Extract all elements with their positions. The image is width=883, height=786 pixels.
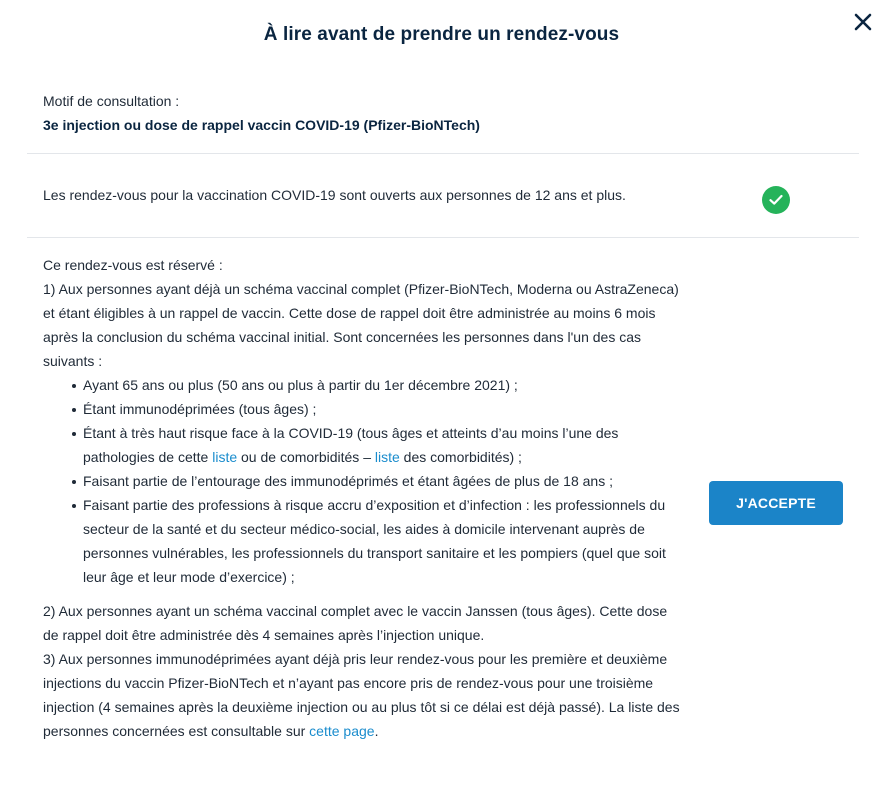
motif-label: Motif de consultation :	[43, 93, 180, 109]
check-circle-icon	[762, 186, 790, 214]
bullet-text: Étant à très haut risque face à la COVID-19 (tous âges et atteints d’au moins l’une des pathologies de cette	[83, 425, 619, 465]
close-icon-glyph	[852, 11, 874, 33]
age-info-section	[27, 154, 859, 238]
age-info-text: Les rendez-vous pour la vaccination COVID-19 sont ouverts aux personnes de 12 ans et plus.	[43, 187, 626, 203]
accept-button[interactable]: J'ACCEPTE	[709, 481, 843, 525]
point-3-text: 3) Aux personnes immunodéprimées ayant déjà pris leur rendez-vous pour les première et deuxième injections du vaccin Pfizer-BioNTech et n’ayant pas encore pris de rendez-vous pour une troisième injection (4 semaines après la deuxième injection ou au plus tôt si ce délai est déjà passé). La liste des personnes concernées est consultable sur	[43, 651, 680, 739]
conditions-intro: Ce rendez-vous est réservé :	[43, 257, 223, 273]
comorbidities-list-link[interactable]: liste	[374, 449, 400, 465]
conditions-section	[27, 238, 859, 778]
eligibility-list	[43, 373, 683, 589]
pathologies-list-link[interactable]: liste	[212, 449, 238, 465]
conditions-point-2: 2) Aux personnes ayant un schéma vaccinal complet avec le vaccin Janssen (tous âges). Cette dose de rappel doit être administrée dès 4 semaines après l’injection unique.	[43, 603, 668, 643]
point-3-end: .	[374, 723, 379, 739]
list-item	[83, 421, 683, 469]
conditions-point-1: 1) Aux personnes ayant déjà un schéma vaccinal complet (Pfizer-BioNTech, Moderna ou AstraZeneca) et étant éligibles à un rappel de vaccin. Cette dose de rappel doit être administrée au moins 6 mois après la conclusion du schéma vaccinal initial. Sont concernées les personnes dans l'un des cas suivants :	[43, 281, 679, 369]
list-item: Faisant partie de l’entourage des immunodéprimés et étant âgées de plus de 18 ans ;	[83, 469, 683, 493]
close-icon[interactable]	[852, 11, 874, 33]
list-item: Ayant 65 ans ou plus (50 ans ou plus à partir du 1er décembre 2021) ;	[83, 373, 683, 397]
list-item: Étant immunodéprimées (tous âges) ;	[83, 397, 683, 421]
concerned-persons-page-link[interactable]: cette page	[309, 723, 375, 739]
bullet-text: des comorbidités) ;	[399, 449, 522, 465]
conditions-text	[43, 253, 683, 743]
motif-value: 3e injection ou dose de rappel vaccin COVID-19 (Pfizer-BioNTech)	[43, 117, 480, 133]
modal-title: À lire avant de prendre un rendez-vous	[263, 24, 620, 45]
list-item: Faisant partie des professions à risque accru d’exposition et d’infection : les professionnels du secteur de la santé et du secteur médico-social, les aides à domicile intervenant auprès de personnes vulnérables, les professionnels du transport sanitaire et les pompiers (quel que soit leur âge et leur mode d’exercice) ;	[83, 493, 683, 589]
motif-section	[27, 84, 859, 154]
bullet-text: ou de comorbidités –	[237, 449, 375, 465]
conditions-point-3	[43, 647, 683, 743]
